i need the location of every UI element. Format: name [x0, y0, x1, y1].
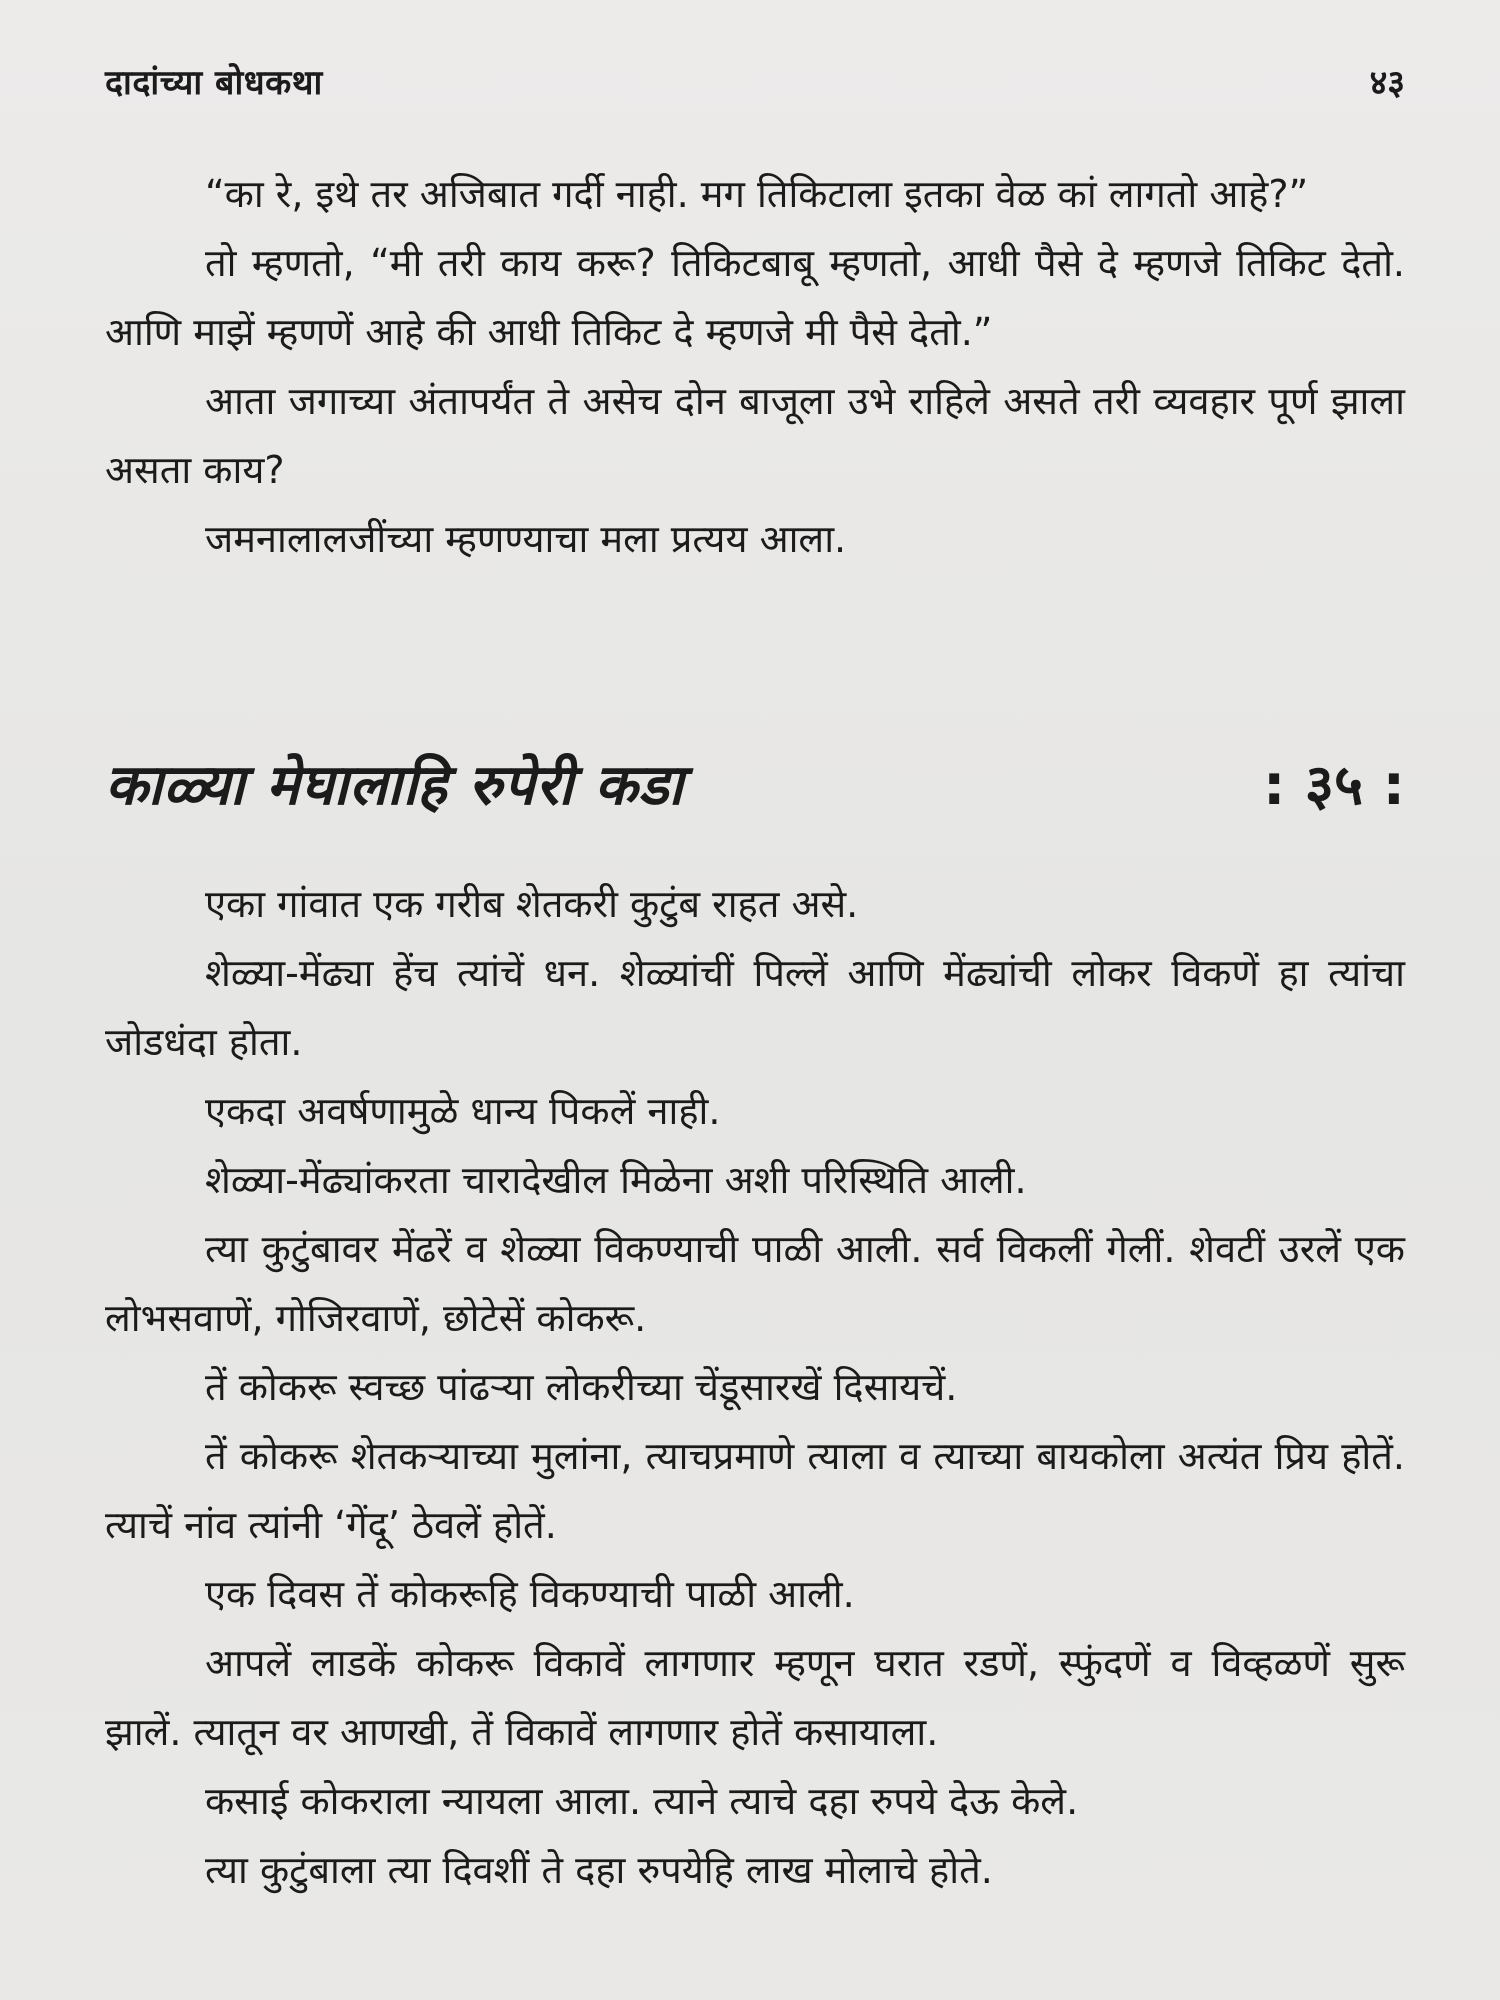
story-number: : ३५ : [1262, 753, 1405, 818]
paragraph: आपलें लाडकें कोकरू विकावें लागणार म्हणून घरात रडणें, स्फुंदणें व विव्हळणें सुरू झालें. त्यातून वर आणखी, तें विकावें लागणार होतें कसायाला. [105, 1641, 1405, 1754]
paragraph: शेळ्या-मेंढ्या हेंच त्यांचें धन. शेळ्यांचीं पिल्लें आणि मेंढ्यांची लोकर विकणें हा त्यांचा जोडधंदा होता. [105, 951, 1405, 1064]
story-title: काळ्या मेघालाहि रुपेरी कडा [105, 753, 685, 818]
page-number: ४३ [1369, 63, 1405, 103]
paragraph: कसाई कोकराला न्यायला आला. त्याने त्याचे दहा रुपये देऊ केले. [205, 1779, 1079, 1823]
paragraph: एक दिवस तें कोकरूहि विकण्याची पाळी आली. [205, 1572, 855, 1616]
story-text [105, 870, 1405, 1905]
continued-story-text [105, 160, 1405, 574]
paragraph: एकदा अवर्षणामुळे धान्य पिकलें नाही. [205, 1089, 721, 1133]
paragraph: “का रे, इथे तर अजिबात गर्दी नाही. मग तिकिटाला इतका वेळ कां लागतो आहे?” [205, 172, 1309, 216]
paragraph: जमनालालजींच्या म्हणण्याचा मला प्रत्यय आला. [205, 517, 847, 561]
paragraph: आता जगाच्या अंतापर्यंत ते असेच दोन बाजूला उभे राहिले असते तरी व्यवहार पूर्ण झाला असता काय? [105, 379, 1405, 492]
paragraph: एका गांवात एक गरीब शेतकरी कुटुंब राहत असे. [205, 882, 859, 926]
paragraph: त्या कुटुंबाला त्या दिवशीं ते दहा रुपयेहि लाख मोलाचे होते. [205, 1848, 993, 1892]
paragraph: तें कोकरू शेतकऱ्याच्या मुलांना, त्याचप्रमाणे त्याला व त्याच्या बायकोला अत्यंत प्रिय होतें. त्याचें नांव त्यांनी ‘गेंदू’ ठेवलें होतें. [105, 1434, 1405, 1547]
story-heading [105, 745, 1405, 825]
paragraph: तो म्हणतो, “मी तरी काय करू? तिकिटबाबू म्हणतो, आधी पैसे दे म्हणजे तिकिट देतो. आणि माझें म्हणणें आहे की आधी तिकिट दे म्हणजे मी पैसे देतो.” [105, 241, 1405, 354]
running-header [105, 58, 1405, 108]
running-title: दादांच्या बोधकथा [105, 63, 323, 103]
paragraph: तें कोकरू स्वच्छ पांढऱ्या लोकरीच्या चेंडूसारखें दिसायचें. [205, 1365, 958, 1409]
paragraph: त्या कुटुंबावर मेंढरें व शेळ्या विकण्याची पाळी आली. सर्व विकलीं गेलीं. शेवटीं उरलें एक लोभसवाणें, गोजिरवाणें, छोटेसें कोकरू. [105, 1227, 1405, 1340]
paragraph: शेळ्या-मेंढ्यांकरता चारादेखील मिळेना अशी परिस्थिति आली. [205, 1158, 1027, 1202]
